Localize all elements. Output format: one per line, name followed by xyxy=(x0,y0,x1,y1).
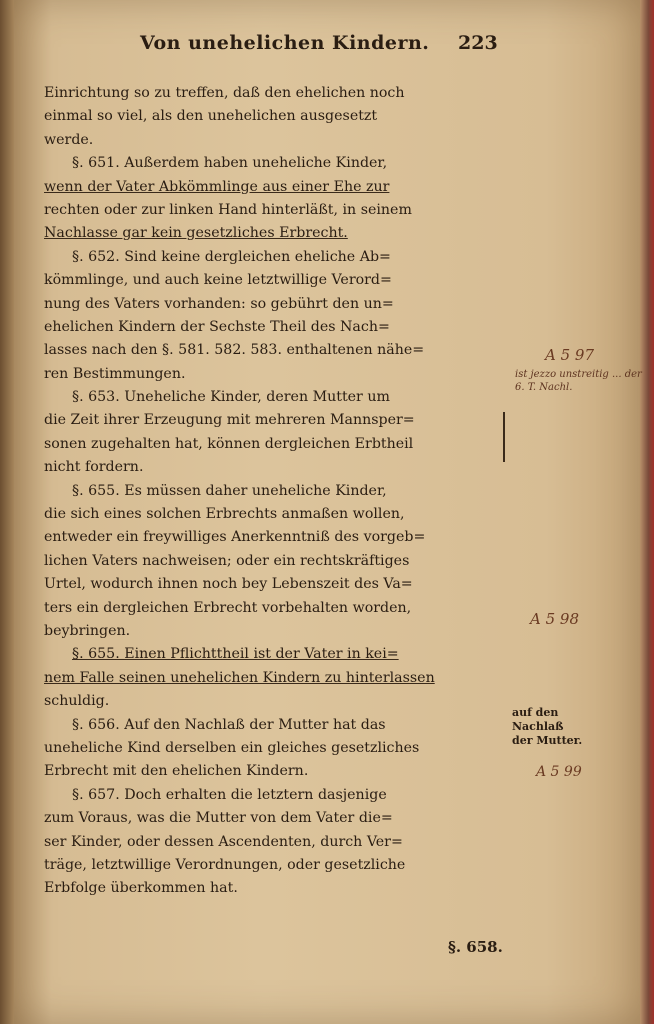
text-line: lichen Vaters nachweisen; oder ein rechtskräftiges xyxy=(44,552,410,569)
text-line: ser Kinder, oder dessen Ascendenten, durch Ver= xyxy=(44,833,403,850)
text-line: einmal so viel, als den unehelichen ausgesetzt xyxy=(44,108,378,125)
text-line: kömmlinge, und auch keine letztwillige Verord= xyxy=(44,272,392,289)
marginal-note xyxy=(512,706,602,748)
text-line: §. 657. Doch erhalten die letztern dasjenige xyxy=(72,786,387,803)
handwritten-note: A 5 97 xyxy=(545,346,594,364)
page-number: 223 xyxy=(458,32,498,54)
marginal-note-line: der Mutter. xyxy=(512,734,583,747)
text-line: sonen zugehalten hat, können dergleichen Erbtheil xyxy=(44,435,414,452)
text-line: ehelichen Kindern der Sechste Theil des Nach= xyxy=(44,318,390,335)
text-line: Einrichtung so zu treffen, daß den ehelichen noch xyxy=(44,85,405,101)
handwritten-note: A 5 98 xyxy=(530,610,579,628)
text-line: die sich eines solchen Erbrechts anmaßen wollen, xyxy=(44,506,405,523)
margin-mark xyxy=(503,412,505,462)
text-line: wenn der Vater Abkömmlinge aus einer Ehe zur xyxy=(44,178,390,195)
text-line: Erbrecht mit den ehelichen Kindern. xyxy=(44,763,309,780)
text-line: werde. xyxy=(44,131,94,148)
text-line: §. 651. Außerdem haben uneheliche Kinder, xyxy=(72,155,388,172)
text-line: nem Falle seinen unehelichen Kindern zu hinterlassen xyxy=(44,669,435,686)
text-line: Urtel, wodurch ihnen noch bey Lebenszeit des Va= xyxy=(44,576,413,593)
text-line: §. 653. Uneheliche Kinder, deren Mutter um xyxy=(72,389,390,406)
text-line: §. 655. Einen Pflichttheil ist der Vater in kei= xyxy=(72,646,399,663)
marginal-note-line: auf den xyxy=(512,706,559,719)
text-line: träge, letztwillige Verordnungen, oder gesetzliche xyxy=(44,856,406,873)
text-line: schuldig. xyxy=(44,693,110,710)
text-line: zum Voraus, was die Mutter von dem Vater die= xyxy=(44,810,393,827)
body-text xyxy=(44,82,506,901)
text-line: uneheliche Kind derselben ein gleiches gesetzliches xyxy=(44,739,420,756)
text-line: Nachlasse gar kein gesetzliches Erbrecht. xyxy=(44,225,348,242)
text-line: entweder ein freywilliges Anerkenntniß des vorgeb= xyxy=(44,529,426,546)
text-line: die Zeit ihrer Erzeugung mit mehreren Mannsper= xyxy=(44,412,415,429)
catchword: §. 658. xyxy=(448,938,503,956)
page-header xyxy=(0,32,654,62)
page-edge xyxy=(640,0,654,1024)
text-line: §. 656. Auf den Nachlaß der Mutter hat das xyxy=(72,716,386,733)
text-line: §. 655. Es müssen daher uneheliche Kinder, xyxy=(72,482,387,499)
text-line: nung des Vaters vorhanden: so gebührt den un= xyxy=(44,295,394,312)
text-line: §. 652. Sind keine dergleichen eheliche Ab= xyxy=(72,248,391,265)
text-line: beybringen. xyxy=(44,622,131,639)
text-line: lasses nach den §. 581. 582. 583. enthaltenen nähe= xyxy=(44,342,425,359)
book-binding xyxy=(0,0,14,1024)
text-line: nicht fordern. xyxy=(44,459,144,476)
text-line: Erbfolge überkommen hat. xyxy=(44,880,238,897)
text-line: ren Bestimmungen. xyxy=(44,365,186,382)
handwritten-note: A 5 99 xyxy=(536,764,582,780)
running-head: Von unehelichen Kindern. xyxy=(140,32,430,54)
text-line: ters ein dergleichen Erbrecht vorbehalten worden, xyxy=(44,599,412,616)
handwritten-note: ist jezzo unstreitig ... der 6. T. Nachl. xyxy=(515,369,642,393)
marginal-note-line: Nachlaß xyxy=(512,720,564,733)
text-line: rechten oder zur linken Hand hinterläßt, in seinem xyxy=(44,201,412,218)
